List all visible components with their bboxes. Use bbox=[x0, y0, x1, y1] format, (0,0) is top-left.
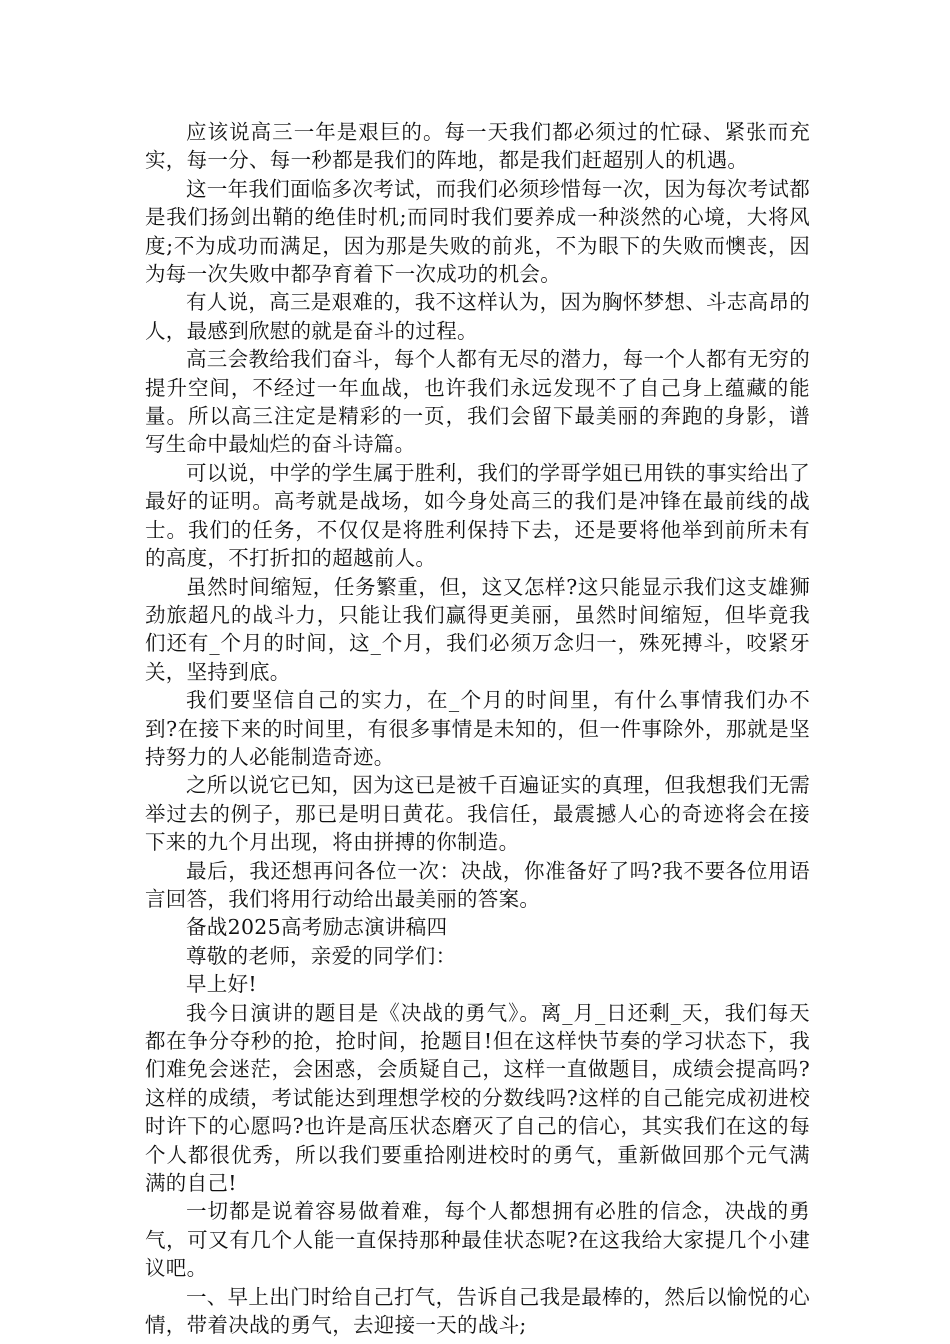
paragraph: 高三会教给我们奋斗，每个人都有无尽的潜力，每一个人都有无穷的提升空间，不经过一年血战，也许我们永远发现不了自己身上蕴藏的能量。所以高三注定是精彩的一页，我们会留下最美丽的奔跑的身影，谱写生命中最灿烂的奋斗诗篇。 bbox=[145, 347, 810, 457]
document-page bbox=[145, 118, 810, 1339]
paragraph: 应该说高三一年是艰巨的。每一天我们都必须过的忙碌、紧张而充实，每一分、每一秒都是我们的阵地，都是我们赶超别人的机遇。 bbox=[145, 120, 810, 173]
greeting: 早上好! bbox=[186, 972, 257, 997]
paragraph: 我们要坚信自己的实力，在_个月的时间里，有什么事情我们办不到?在接下来的时间里，有很多事情是未知的，但一件事除外，那就是坚持努力的人必能制造奇迹。 bbox=[145, 688, 810, 769]
paragraph: 一切都是说着容易做着难，每个人都想拥有必胜的信念，决战的勇气，可又有几个人能一直保持那种最佳状态呢?在这我给大家提几个小建议吧。 bbox=[145, 1199, 810, 1281]
section-title: 备战2025高考励志演讲稿四 bbox=[186, 915, 448, 940]
paragraph: 之所以说它已知，因为这已是被千百遍证实的真理，但我想我们无需举过去的例子，那已是明日黄花。我信任，最震撼人心的奇迹将会在接下来的九个月出现，将由拼搏的你制造。 bbox=[145, 773, 810, 855]
paragraph: 最后，我还想再问各位一次：决战，你准备好了吗?我不要各位用语言回答，我们将用行动给出最美丽的答案。 bbox=[145, 858, 810, 911]
paragraph: 一、早上出门时给自己打气，告诉自己我是最棒的，然后以愉悦的心情，带着决战的勇气，去迎接一天的战斗; bbox=[145, 1284, 810, 1338]
paragraph: 有人说，高三是艰难的，我不这样认为，因为胸怀梦想、斗志高昂的人，最感到欣慰的就是奋斗的过程。 bbox=[145, 290, 810, 343]
paragraph: 虽然时间缩短，任务繁重，但，这又怎样?这只能显示我们这支雄狮劲旅超凡的战斗力，只能让我们赢得更美丽，虽然时间缩短，但毕竟我们还有_个月的时间，这_个月，我们必须万念归一，殊死搏斗，咬紧牙关，坚持到底。 bbox=[145, 574, 810, 684]
paragraph: 这一年我们面临多次考试，而我们必须珍惜每一次，因为每次考试都是我们扬剑出鞘的绝佳时机;而同时我们要养成一种淡然的心境，大将风度;不为成功而满足，因为那是失败的前兆，不为眼下的失败而懊丧，因为每一次失败中都孕育着下一次成功的机会。 bbox=[145, 176, 810, 287]
paragraph: 我今日演讲的题目是《决战的勇气》。离_月_日还剩_天，我们每天都在争分夺秒的抢，抢时间，抢题目!但在这样快节奏的学习状态下，我们难免会迷茫，会困惑，会质疑自己，这样一直做题目，成绩会提高吗?这样的成绩，考试能达到理想学校的分数线吗?这样的自己能完成初进校时许下的心愿吗?也许是高压状态磨灭了自己的信心，其实我们在这的每个人都很优秀，所以我们要重拾刚进校时的勇气，重新做回那个元气满满的自己! bbox=[145, 1000, 810, 1196]
salutation: 尊敬的老师，亲爱的同学们： bbox=[186, 943, 457, 968]
paragraph: 可以说，中学的学生属于胜利，我们的学哥学姐已用铁的事实给出了最好的证明。高考就是战场，如今身处高三的我们是冲锋在最前线的战士。我们的任务，不仅仅是将胜利保持下去，还是要将他举到前所未有的高度，不打折扣的超越前人。 bbox=[145, 460, 810, 571]
